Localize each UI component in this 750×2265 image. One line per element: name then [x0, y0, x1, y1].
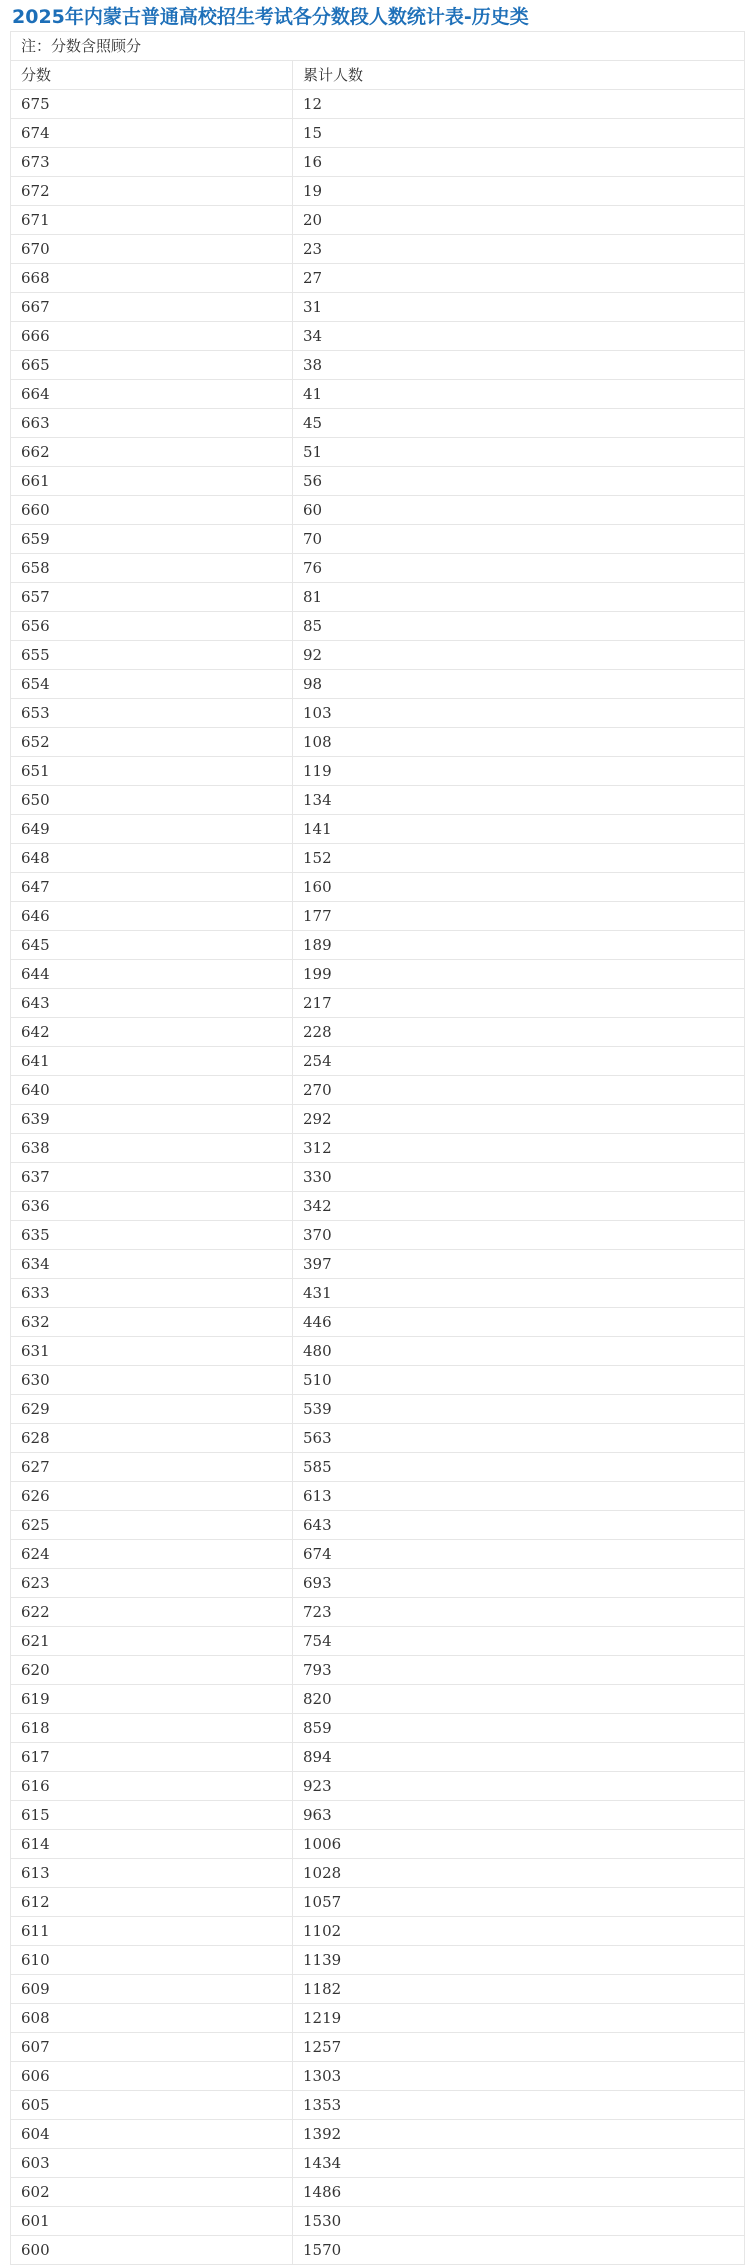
cumulative-count-cell: 60	[293, 496, 745, 525]
table-row	[11, 815, 745, 844]
page-title: 2025年内蒙古普通高校招生考试各分数段人数统计表-历史类	[12, 6, 529, 28]
table-row	[11, 1105, 745, 1134]
score-cell: 607	[11, 2033, 293, 2062]
table-row	[11, 2062, 745, 2091]
table-row	[11, 1018, 745, 1047]
cumulative-count-cell: 12	[293, 90, 745, 119]
cumulative-count-cell: 820	[293, 1685, 745, 1714]
table-row	[11, 148, 745, 177]
score-cell: 665	[11, 351, 293, 380]
score-cell: 636	[11, 1192, 293, 1221]
cumulative-count-cell: 342	[293, 1192, 745, 1221]
score-cell: 644	[11, 960, 293, 989]
table-row	[11, 1134, 745, 1163]
cumulative-count-cell: 330	[293, 1163, 745, 1192]
table-row	[11, 409, 745, 438]
score-cell: 626	[11, 1482, 293, 1511]
table-row	[11, 1395, 745, 1424]
score-cell: 606	[11, 2062, 293, 2091]
cumulative-count-cell: 1057	[293, 1888, 745, 1917]
cumulative-count-cell: 446	[293, 1308, 745, 1337]
cumulative-count-cell: 108	[293, 728, 745, 757]
cumulative-count-cell: 1486	[293, 2178, 745, 2207]
score-cell: 603	[11, 2149, 293, 2178]
header-score: 分数	[11, 61, 293, 90]
score-cell: 660	[11, 496, 293, 525]
table-row	[11, 1221, 745, 1250]
score-cell: 637	[11, 1163, 293, 1192]
table-row	[11, 1859, 745, 1888]
cumulative-count-cell: 1434	[293, 2149, 745, 2178]
cumulative-count-cell: 228	[293, 1018, 745, 1047]
score-cell: 614	[11, 1830, 293, 1859]
table-row	[11, 1540, 745, 1569]
score-cell: 635	[11, 1221, 293, 1250]
table-row	[11, 351, 745, 380]
table-row	[11, 2004, 745, 2033]
table-row	[11, 1598, 745, 1627]
cumulative-count-cell: 793	[293, 1656, 745, 1685]
score-cell: 624	[11, 1540, 293, 1569]
score-cell: 600	[11, 2236, 293, 2265]
table-row	[11, 2091, 745, 2120]
table-row	[11, 728, 745, 757]
table-row	[11, 1830, 745, 1859]
table-row	[11, 989, 745, 1018]
score-cell: 640	[11, 1076, 293, 1105]
cumulative-count-cell: 539	[293, 1395, 745, 1424]
table-row	[11, 1917, 745, 1946]
score-cell: 627	[11, 1453, 293, 1482]
table-note: 注：分数含照顾分	[11, 32, 745, 61]
table-row	[11, 1685, 745, 1714]
table-row	[11, 1656, 745, 1685]
cumulative-count-cell: 643	[293, 1511, 745, 1540]
score-cell: 648	[11, 844, 293, 873]
cumulative-count-cell: 397	[293, 1250, 745, 1279]
cumulative-count-cell: 76	[293, 554, 745, 583]
table-row	[11, 380, 745, 409]
table-row	[11, 2033, 745, 2062]
cumulative-count-cell: 1006	[293, 1830, 745, 1859]
table-row	[11, 90, 745, 119]
cumulative-count-cell: 16	[293, 148, 745, 177]
header-row	[11, 61, 745, 90]
cumulative-count-cell: 1182	[293, 1975, 745, 2004]
cumulative-count-cell: 613	[293, 1482, 745, 1511]
cumulative-count-cell: 177	[293, 902, 745, 931]
table-row	[11, 1076, 745, 1105]
score-cell: 638	[11, 1134, 293, 1163]
score-cell: 620	[11, 1656, 293, 1685]
cumulative-count-cell: 254	[293, 1047, 745, 1076]
score-cell: 657	[11, 583, 293, 612]
cumulative-count-cell: 1353	[293, 2091, 745, 2120]
cumulative-count-cell: 563	[293, 1424, 745, 1453]
score-cell: 602	[11, 2178, 293, 2207]
score-cell: 646	[11, 902, 293, 931]
score-cell: 666	[11, 322, 293, 351]
table-row	[11, 1888, 745, 1917]
table-row	[11, 1424, 745, 1453]
score-cell: 651	[11, 757, 293, 786]
table-row	[11, 931, 745, 960]
score-cell: 619	[11, 1685, 293, 1714]
score-cell: 634	[11, 1250, 293, 1279]
table-row	[11, 525, 745, 554]
score-cell: 652	[11, 728, 293, 757]
score-distribution-table	[10, 31, 745, 2265]
cumulative-count-cell: 85	[293, 612, 745, 641]
table-row	[11, 1308, 745, 1337]
cumulative-count-cell: 923	[293, 1772, 745, 1801]
table-row	[11, 757, 745, 786]
score-cell: 667	[11, 293, 293, 322]
cumulative-count-cell: 1139	[293, 1946, 745, 1975]
cumulative-count-cell: 56	[293, 467, 745, 496]
cumulative-count-cell: 70	[293, 525, 745, 554]
table-row	[11, 177, 745, 206]
cumulative-count-cell: 270	[293, 1076, 745, 1105]
score-cell: 629	[11, 1395, 293, 1424]
score-cell: 675	[11, 90, 293, 119]
cumulative-count-cell: 103	[293, 699, 745, 728]
score-cell: 659	[11, 525, 293, 554]
score-cell: 623	[11, 1569, 293, 1598]
cumulative-count-cell: 45	[293, 409, 745, 438]
score-cell: 628	[11, 1424, 293, 1453]
table-row	[11, 496, 745, 525]
score-cell: 647	[11, 873, 293, 902]
cumulative-count-cell: 370	[293, 1221, 745, 1250]
table-row	[11, 583, 745, 612]
cumulative-count-cell: 1570	[293, 2236, 745, 2265]
cumulative-count-cell: 199	[293, 960, 745, 989]
header-cumulative-count: 累计人数	[293, 61, 745, 90]
score-cell: 663	[11, 409, 293, 438]
table-row	[11, 554, 745, 583]
cumulative-count-cell: 160	[293, 873, 745, 902]
score-cell: 674	[11, 119, 293, 148]
score-cell: 655	[11, 641, 293, 670]
cumulative-count-cell: 1392	[293, 2120, 745, 2149]
score-cell: 616	[11, 1772, 293, 1801]
cumulative-count-cell: 1257	[293, 2033, 745, 2062]
score-cell: 673	[11, 148, 293, 177]
table-row	[11, 1453, 745, 1482]
table-row	[11, 264, 745, 293]
score-cell: 630	[11, 1366, 293, 1395]
cumulative-count-cell: 81	[293, 583, 745, 612]
cumulative-count-cell: 1028	[293, 1859, 745, 1888]
table-row	[11, 1975, 745, 2004]
score-cell: 641	[11, 1047, 293, 1076]
table-row	[11, 2149, 745, 2178]
table-row	[11, 1511, 745, 1540]
table-row	[11, 467, 745, 496]
cumulative-count-cell: 693	[293, 1569, 745, 1598]
table-row	[11, 873, 745, 902]
cumulative-count-cell: 859	[293, 1714, 745, 1743]
score-cell: 672	[11, 177, 293, 206]
score-cell: 658	[11, 554, 293, 583]
note-row	[11, 32, 745, 61]
cumulative-count-cell: 312	[293, 1134, 745, 1163]
score-cell: 664	[11, 380, 293, 409]
score-cell: 654	[11, 670, 293, 699]
score-cell: 613	[11, 1859, 293, 1888]
score-cell: 617	[11, 1743, 293, 1772]
table-row	[11, 2236, 745, 2265]
table-row	[11, 612, 745, 641]
cumulative-count-cell: 674	[293, 1540, 745, 1569]
table-row	[11, 844, 745, 873]
score-cell: 642	[11, 1018, 293, 1047]
table-row	[11, 1047, 745, 1076]
score-cell: 650	[11, 786, 293, 815]
cumulative-count-cell: 1102	[293, 1917, 745, 1946]
table-row	[11, 1801, 745, 1830]
table-body	[11, 32, 745, 2265]
score-cell: 610	[11, 1946, 293, 1975]
score-cell: 633	[11, 1279, 293, 1308]
score-cell: 605	[11, 2091, 293, 2120]
score-cell: 611	[11, 1917, 293, 1946]
score-cell: 615	[11, 1801, 293, 1830]
cumulative-count-cell: 963	[293, 1801, 745, 1830]
score-cell: 621	[11, 1627, 293, 1656]
cumulative-count-cell: 119	[293, 757, 745, 786]
cumulative-count-cell: 34	[293, 322, 745, 351]
cumulative-count-cell: 480	[293, 1337, 745, 1366]
cumulative-count-cell: 510	[293, 1366, 745, 1395]
table-row	[11, 1163, 745, 1192]
cumulative-count-cell: 754	[293, 1627, 745, 1656]
table-row	[11, 119, 745, 148]
cumulative-count-cell: 1303	[293, 2062, 745, 2091]
score-cell: 653	[11, 699, 293, 728]
table-row	[11, 1569, 745, 1598]
score-cell: 608	[11, 2004, 293, 2033]
cumulative-count-cell: 31	[293, 293, 745, 322]
score-cell: 618	[11, 1714, 293, 1743]
cumulative-count-cell: 27	[293, 264, 745, 293]
score-cell: 622	[11, 1598, 293, 1627]
cumulative-count-cell: 894	[293, 1743, 745, 1772]
cumulative-count-cell: 15	[293, 119, 745, 148]
cumulative-count-cell: 585	[293, 1453, 745, 1482]
table-row	[11, 1366, 745, 1395]
cumulative-count-cell: 19	[293, 177, 745, 206]
table-row	[11, 235, 745, 264]
score-cell: 671	[11, 206, 293, 235]
table-row	[11, 1946, 745, 1975]
table-row	[11, 438, 745, 467]
score-cell: 661	[11, 467, 293, 496]
cumulative-count-cell: 41	[293, 380, 745, 409]
score-cell: 670	[11, 235, 293, 264]
cumulative-count-cell: 1530	[293, 2207, 745, 2236]
table-row	[11, 1772, 745, 1801]
cumulative-count-cell: 141	[293, 815, 745, 844]
score-cell: 643	[11, 989, 293, 1018]
cumulative-count-cell: 134	[293, 786, 745, 815]
cumulative-count-cell: 98	[293, 670, 745, 699]
table-row	[11, 670, 745, 699]
table-row	[11, 2178, 745, 2207]
table-row	[11, 1714, 745, 1743]
table-row	[11, 1627, 745, 1656]
score-cell: 645	[11, 931, 293, 960]
score-cell: 609	[11, 1975, 293, 2004]
table-row	[11, 206, 745, 235]
table-row	[11, 641, 745, 670]
cumulative-count-cell: 23	[293, 235, 745, 264]
cumulative-count-cell: 217	[293, 989, 745, 1018]
table-row	[11, 786, 745, 815]
cumulative-count-cell: 92	[293, 641, 745, 670]
score-cell: 668	[11, 264, 293, 293]
table-row	[11, 293, 745, 322]
cumulative-count-cell: 292	[293, 1105, 745, 1134]
table-row	[11, 1279, 745, 1308]
table-row	[11, 1192, 745, 1221]
score-cell: 625	[11, 1511, 293, 1540]
cumulative-count-cell: 38	[293, 351, 745, 380]
cumulative-count-cell: 189	[293, 931, 745, 960]
cumulative-count-cell: 20	[293, 206, 745, 235]
table-row	[11, 2120, 745, 2149]
score-cell: 612	[11, 1888, 293, 1917]
table-row	[11, 1482, 745, 1511]
table-row	[11, 902, 745, 931]
score-cell: 601	[11, 2207, 293, 2236]
score-cell: 649	[11, 815, 293, 844]
table-row	[11, 1250, 745, 1279]
cumulative-count-cell: 723	[293, 1598, 745, 1627]
cumulative-count-cell: 51	[293, 438, 745, 467]
score-cell: 656	[11, 612, 293, 641]
cumulative-count-cell: 431	[293, 1279, 745, 1308]
score-cell: 639	[11, 1105, 293, 1134]
table-row	[11, 322, 745, 351]
table-row	[11, 1743, 745, 1772]
cumulative-count-cell: 1219	[293, 2004, 745, 2033]
table-row	[11, 699, 745, 728]
table-row	[11, 1337, 745, 1366]
score-cell: 662	[11, 438, 293, 467]
table-row	[11, 2207, 745, 2236]
score-cell: 631	[11, 1337, 293, 1366]
score-cell: 632	[11, 1308, 293, 1337]
table-row	[11, 960, 745, 989]
score-cell: 604	[11, 2120, 293, 2149]
cumulative-count-cell: 152	[293, 844, 745, 873]
